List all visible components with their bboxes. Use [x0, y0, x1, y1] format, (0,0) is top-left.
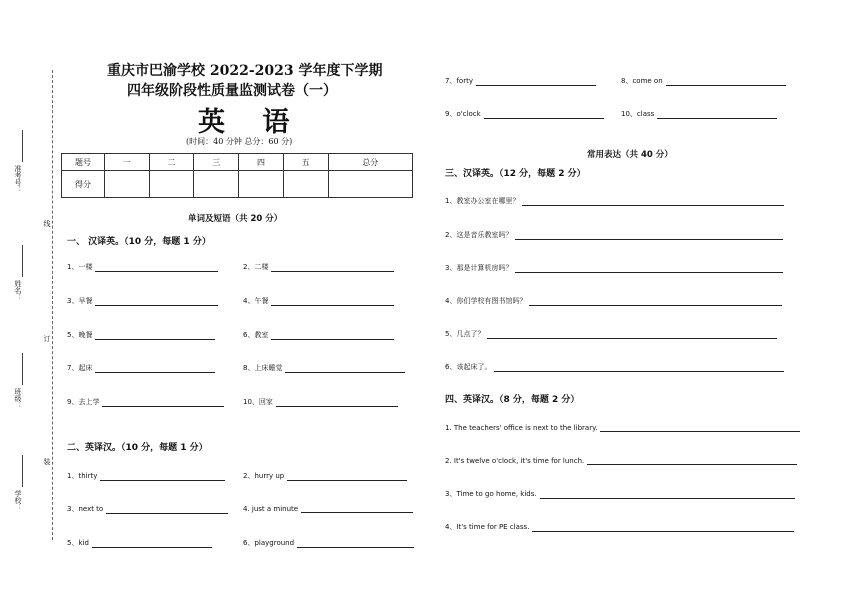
answer-line[interactable] — [484, 110, 604, 119]
answer-item[interactable]: 6、playground — [243, 538, 414, 548]
answer-line[interactable] — [92, 539, 212, 548]
answer-line[interactable] — [95, 331, 215, 340]
answer-item[interactable]: 6、该起床了。 — [445, 362, 784, 372]
answer-line[interactable] — [540, 490, 795, 499]
answer-line[interactable] — [532, 523, 794, 532]
answer-line[interactable] — [95, 297, 218, 306]
answer-line[interactable] — [95, 263, 218, 272]
score-input-cell[interactable] — [149, 171, 194, 198]
subject-title: 英 语 — [198, 107, 304, 138]
part1-heading: 单词及短语（共 20 分） — [188, 214, 283, 224]
score-input-cell[interactable] — [105, 171, 150, 198]
answer-item[interactable]: 10、回家 — [243, 397, 398, 407]
score-cell: 四 — [239, 154, 284, 171]
binding-mark-zhuang: 装 — [43, 458, 51, 465]
exam-meta: (时间：40 分钟 总分：60 分) — [186, 137, 293, 146]
answer-item[interactable]: 3、Time to go home, kids. — [445, 489, 795, 499]
score-input-cell[interactable] — [328, 171, 412, 198]
answer-line[interactable] — [657, 110, 777, 119]
score-table-score-row — [62, 171, 413, 198]
side-underline-school — [22, 455, 23, 487]
answer-item[interactable]: 1、教室办公室在哪里？ — [445, 196, 784, 206]
answer-item[interactable]: 7、起床 — [67, 363, 215, 373]
answer-line[interactable] — [271, 263, 394, 272]
answer-line[interactable] — [271, 297, 394, 306]
answer-line[interactable] — [271, 331, 394, 340]
answer-line[interactable] — [515, 231, 783, 240]
answer-item[interactable]: 1、一楼 — [67, 262, 218, 272]
answer-item[interactable]: 3、那是计算机房吗？ — [445, 263, 783, 273]
answer-item[interactable]: 1. The teachers' office is next to the library. — [445, 423, 800, 432]
answer-item[interactable]: 6、教室 — [243, 330, 394, 340]
score-cell: 五 — [283, 154, 328, 171]
side-underline-exam-number — [22, 130, 23, 162]
answer-item[interactable]: 5、几点了？ — [445, 329, 777, 339]
answer-item[interactable]: 5、晚餐 — [67, 330, 215, 340]
answer-item[interactable]: 2、这是音乐教室吗？ — [445, 230, 783, 240]
binding-mark-ding: 订 — [43, 335, 51, 342]
answer-item[interactable]: 4. just a minute — [243, 504, 413, 513]
score-cell: 题号 — [62, 154, 105, 171]
binding-dashed-line — [52, 70, 53, 540]
answer-line[interactable] — [276, 398, 398, 407]
answer-line[interactable] — [494, 363, 784, 372]
answer-item[interactable]: 8、上床睡觉 — [243, 363, 405, 373]
answer-item[interactable]: 7、forty — [445, 76, 596, 86]
side-underline-name — [22, 245, 23, 277]
answer-line[interactable] — [301, 504, 413, 513]
answer-item[interactable]: 4、你们学校有图书馆吗？ — [445, 296, 782, 306]
side-label-exam-number: 准考号： — [14, 165, 22, 193]
score-row-label: 得分 — [62, 171, 105, 198]
answer-item[interactable]: 1、thirty — [67, 471, 225, 481]
side-label-name: 姓名： — [14, 280, 22, 301]
answer-item[interactable]: 5、kid — [67, 538, 212, 548]
answer-item[interactable]: 8、come on — [621, 76, 786, 86]
answer-line[interactable] — [95, 364, 215, 373]
answer-item[interactable]: 4、午餐 — [243, 296, 394, 306]
answer-item[interactable]: 9、去上学 — [67, 397, 224, 407]
score-table — [61, 153, 413, 198]
score-cell: 总分 — [328, 154, 412, 171]
score-input-cell[interactable] — [194, 171, 239, 198]
answer-line[interactable] — [287, 472, 407, 481]
side-label-class: 班级： — [14, 388, 22, 409]
side-underline-class — [22, 353, 23, 385]
answer-item[interactable]: 2. It's twelve o'clock, it's time for lunch. — [445, 456, 797, 465]
score-cell: 二 — [149, 154, 194, 171]
exam-title-line2: 四年级阶段性质量监测试卷（一） — [127, 83, 337, 99]
answer-item[interactable]: 3、早餐 — [67, 296, 218, 306]
answer-line[interactable] — [529, 297, 782, 306]
answer-line[interactable] — [476, 77, 596, 86]
score-table-header-row — [62, 154, 413, 171]
answer-line[interactable] — [522, 197, 784, 206]
part2-heading: 常用表达（共 40 分） — [587, 150, 673, 160]
answer-line[interactable] — [285, 364, 405, 373]
section4-title: 四、英译汉。（8 分，每题 2 分） — [445, 395, 580, 405]
score-input-cell[interactable] — [283, 171, 328, 198]
answer-item[interactable]: 9、o'clock — [445, 109, 604, 119]
binding-mark-xian: 线 — [43, 220, 51, 227]
answer-line[interactable] — [515, 264, 783, 273]
side-label-school: 学校： — [14, 490, 22, 511]
answer-item[interactable]: 3、next to — [67, 504, 228, 514]
score-cell: 一 — [105, 154, 150, 171]
answer-line[interactable] — [100, 472, 225, 481]
answer-line[interactable] — [106, 505, 228, 514]
section2-title: 二、英译汉。（10 分，每题 1 分） — [67, 443, 208, 453]
score-input-cell[interactable] — [239, 171, 284, 198]
answer-item[interactable]: 2、二楼 — [243, 262, 394, 272]
answer-line[interactable] — [587, 456, 797, 465]
section1-title: 一、 汉译英。（10 分，每题 1 分） — [67, 237, 211, 247]
answer-line[interactable] — [297, 539, 414, 548]
answer-line[interactable] — [102, 398, 224, 407]
answer-line[interactable] — [666, 77, 786, 86]
section3-title: 三、汉译英。（12 分，每题 2 分） — [445, 169, 586, 179]
answer-item[interactable]: 4、It's time for PE class. — [445, 522, 794, 532]
exam-title-line1: 重庆市巴渝学校 2022-2023 学年度下学期 — [107, 63, 383, 79]
answer-line[interactable] — [487, 330, 777, 339]
answer-item[interactable]: 2、hurry up — [243, 471, 407, 481]
answer-item[interactable]: 10、class — [621, 109, 777, 119]
score-cell: 三 — [194, 154, 239, 171]
answer-line[interactable] — [600, 423, 800, 432]
